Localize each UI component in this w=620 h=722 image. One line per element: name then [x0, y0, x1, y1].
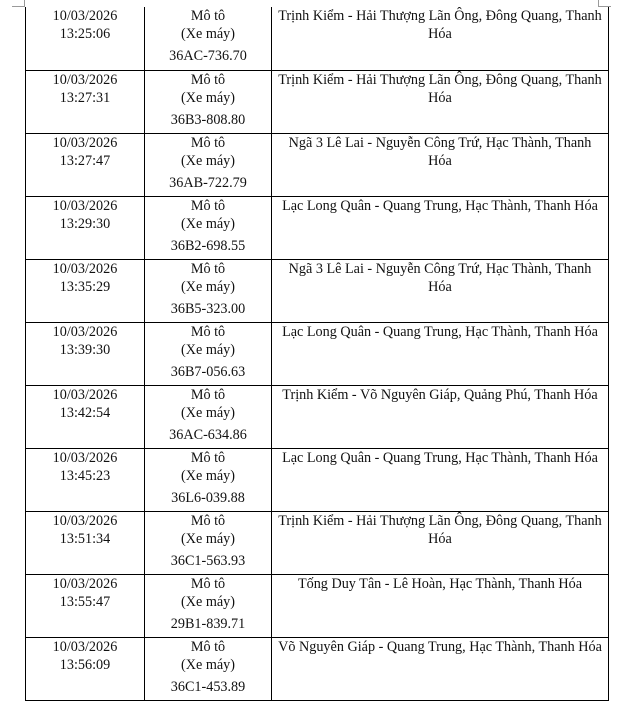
vehicle-type-text: Mô tô [190, 449, 226, 466]
time-text: 13:39:30 [59, 341, 111, 358]
vehicle-subtype-text: (Xe máy) [181, 593, 235, 610]
license-plate-text: 36AC-634.86 [169, 426, 247, 443]
location-cell [272, 385, 609, 448]
vehicle-type-text: Mô tô [190, 512, 226, 529]
page-corner-mark-right [598, 0, 611, 7]
license-plate-text: 29B1-839.71 [170, 615, 246, 632]
vehicle-cell [145, 385, 272, 448]
date-text: 10/03/2026 [52, 638, 118, 655]
license-plate-text: 36AC-736.70 [169, 48, 247, 64]
vehicle-type-text: Mô tô [190, 197, 226, 214]
location-cell [272, 322, 609, 385]
location-cell [272, 637, 609, 700]
location-text: Trịnh Kiểm - Hải Thượng Lãn Ông, Đông Quang, Thanh Hóa [278, 512, 602, 547]
datetime-cell [26, 385, 145, 448]
date-text: 10/03/2026 [52, 575, 118, 592]
date-text: 10/03/2026 [52, 323, 118, 340]
location-text: Tống Duy Tân - Lê Hoàn, Hạc Thành, Thanh Hóa [297, 575, 583, 592]
vehicle-type-text: Mô tô [190, 386, 226, 403]
vehicle-type-text: Mô tô [190, 8, 226, 24]
time-text: 13:56:09 [59, 656, 111, 673]
location-text: Lạc Long Quân - Quang Trung, Hạc Thành, Thanh Hóa [282, 197, 598, 214]
location-text: Lạc Long Quân - Quang Trung, Hạc Thành, Thanh Hóa [282, 449, 598, 466]
table-row [26, 385, 609, 448]
vehicle-subtype-text: (Xe máy) [181, 278, 235, 295]
vehicle-subtype-text: (Xe máy) [181, 152, 235, 169]
location-text: Trịnh Kiểm - Hải Thượng Lãn Ông, Đông Quang, Thanh Hóa [278, 8, 602, 42]
license-plate-text: 36B5-323.00 [170, 300, 246, 317]
vehicle-cell [145, 322, 272, 385]
date-text: 10/03/2026 [52, 386, 118, 403]
time-text: 13:45:23 [59, 467, 111, 484]
vehicle-subtype-text: (Xe máy) [181, 215, 235, 232]
datetime-cell [26, 133, 145, 196]
datetime-cell [26, 574, 145, 637]
vehicle-type-text: Mô tô [190, 134, 226, 151]
table-row [26, 322, 609, 385]
datetime-cell [26, 70, 145, 133]
table-row [26, 70, 609, 133]
datetime-cell [26, 259, 145, 322]
time-text: 13:51:34 [59, 530, 111, 547]
datetime-cell [26, 511, 145, 574]
datetime-cell [26, 322, 145, 385]
location-cell [272, 7, 609, 70]
vehicle-subtype-text: (Xe máy) [181, 467, 235, 484]
license-plate-text: 36L6-039.88 [171, 489, 245, 506]
vehicle-subtype-text: (Xe máy) [181, 89, 235, 106]
vehicle-subtype-text: (Xe máy) [181, 26, 235, 42]
table-row [26, 574, 609, 637]
vehicle-type-text: Mô tô [190, 323, 226, 340]
time-text: 13:27:31 [59, 89, 111, 106]
time-text: 13:27:47 [59, 152, 111, 169]
vehicle-type-text: Mô tô [190, 71, 226, 88]
vehicle-cell [145, 7, 272, 70]
time-text: 13:55:47 [59, 593, 111, 610]
violations-table-body [26, 7, 609, 700]
datetime-cell [26, 448, 145, 511]
location-text: Ngã 3 Lê Lai - Nguyễn Công Trứ, Hạc Thành, Thanh Hóa [288, 260, 592, 295]
datetime-cell [26, 196, 145, 259]
location-cell [272, 574, 609, 637]
location-cell [272, 133, 609, 196]
vehicle-cell [145, 511, 272, 574]
vehicle-cell [145, 70, 272, 133]
date-text: 10/03/2026 [52, 260, 118, 277]
vehicle-type-text: Mô tô [190, 638, 226, 655]
table-row [26, 637, 609, 700]
location-text: Trịnh Kiểm - Võ Nguyên Giáp, Quảng Phú, Thanh Hóa [282, 386, 598, 403]
location-text: Ngã 3 Lê Lai - Nguyễn Công Trứ, Hạc Thành, Thanh Hóa [288, 134, 592, 169]
license-plate-text: 36C1-453.89 [170, 678, 246, 695]
location-cell [272, 511, 609, 574]
license-plate-text: 36C1-563.93 [170, 552, 246, 569]
date-text: 10/03/2026 [52, 197, 118, 214]
vehicle-subtype-text: (Xe máy) [181, 404, 235, 421]
datetime-cell [26, 637, 145, 700]
page-corner-mark-left [12, 0, 25, 7]
date-text: 10/03/2026 [52, 71, 118, 88]
table-row [26, 448, 609, 511]
location-cell [272, 70, 609, 133]
date-text: 10/03/2026 [52, 512, 118, 529]
location-text: Lạc Long Quân - Quang Trung, Hạc Thành, Thanh Hóa [282, 323, 598, 340]
vehicle-cell [145, 196, 272, 259]
vehicle-type-text: Mô tô [190, 575, 226, 592]
vehicle-type-text: Mô tô [190, 260, 226, 277]
license-plate-text: 36B3-808.80 [170, 111, 246, 128]
violations-table [25, 7, 609, 701]
location-cell [272, 448, 609, 511]
datetime-cell [26, 7, 145, 70]
time-text: 13:35:29 [59, 278, 111, 295]
vehicle-subtype-text: (Xe máy) [181, 341, 235, 358]
time-text: 13:29:30 [59, 215, 111, 232]
vehicle-cell [145, 448, 272, 511]
vehicle-cell [145, 133, 272, 196]
table-row [26, 7, 609, 70]
time-text: 13:42:54 [59, 404, 111, 421]
table-row [26, 133, 609, 196]
license-plate-text: 36B2-698.55 [170, 237, 246, 254]
date-text: 10/03/2026 [52, 8, 118, 24]
vehicle-cell [145, 259, 272, 322]
table-row [26, 196, 609, 259]
license-plate-text: 36B7-056.63 [170, 363, 246, 380]
table-row [26, 511, 609, 574]
vehicle-cell [145, 637, 272, 700]
vehicle-cell [145, 574, 272, 637]
date-text: 10/03/2026 [52, 134, 118, 151]
location-cell [272, 196, 609, 259]
time-text: 13:25:06 [59, 26, 111, 42]
location-cell [272, 259, 609, 322]
vehicle-subtype-text: (Xe máy) [181, 656, 235, 673]
location-text: Võ Nguyên Giáp - Quang Trung, Hạc Thành, Thanh Hóa [278, 638, 602, 655]
location-text: Trịnh Kiểm - Hải Thượng Lãn Ông, Đông Quang, Thanh Hóa [278, 71, 602, 106]
date-text: 10/03/2026 [52, 449, 118, 466]
license-plate-text: 36AB-722.79 [169, 174, 247, 191]
vehicle-subtype-text: (Xe máy) [181, 530, 235, 547]
table-row [26, 259, 609, 322]
